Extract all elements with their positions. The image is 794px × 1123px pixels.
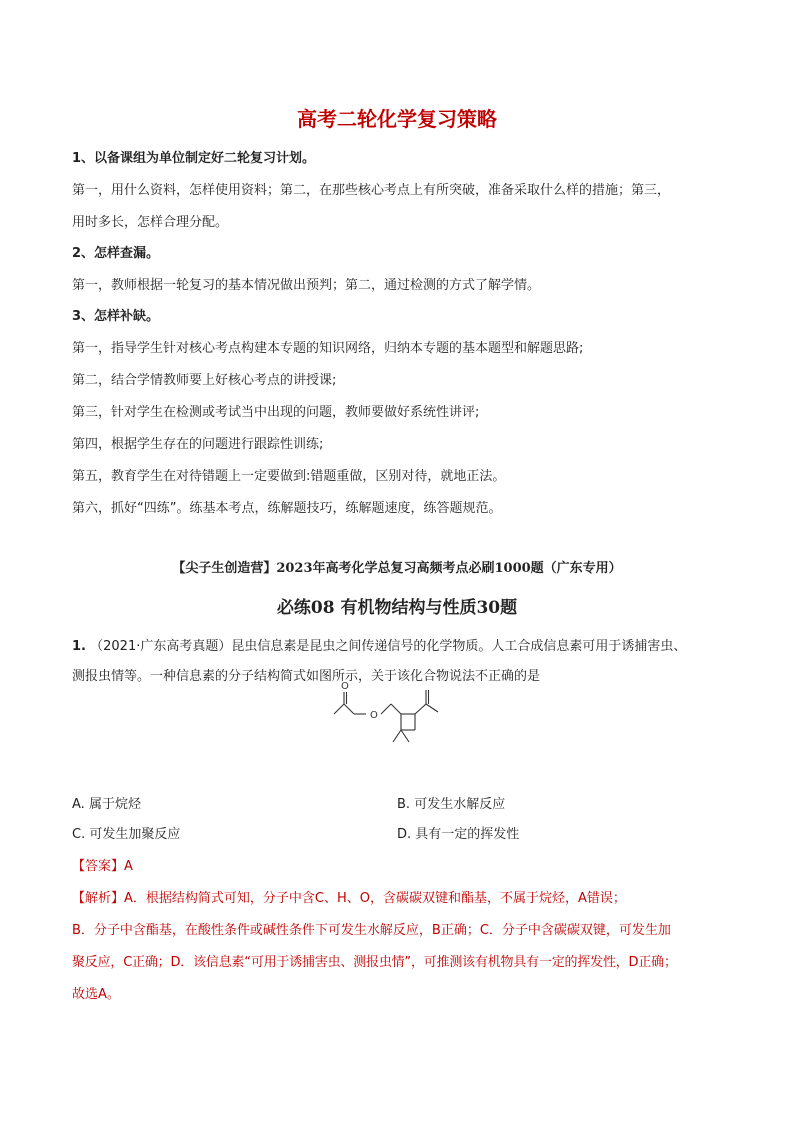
molecular-structure [330, 680, 460, 750]
question-stem-line-2: 测报虫情等。一种信息素的分子结构简式如图所示，关于该化合物说法不正确的是 [72, 669, 541, 684]
option-a [72, 793, 141, 812]
section-3-line-1: 第一，指导学生针对核心考点构建本专题的知识网络，归纳本专题的基本题型和解题思路; [72, 341, 584, 356]
section-3-line-3: 第三，针对学生在检测或考试当中出现的问题，教师要做好系统性讲评; [72, 405, 480, 420]
exam-banner: 【尖子生创造营】2023年高考化学总复习高频考点必刷1000题（广东专用） [172, 561, 622, 576]
option-a-letter: A. [72, 797, 85, 812]
section-1-line-2: 用时多长，怎样合理分配。 [72, 215, 229, 230]
answer-line [72, 855, 133, 874]
analysis-line-1 [72, 887, 626, 906]
section-3-line-2: 第二，结合学情教师要上好核心考点的讲授课; [72, 373, 337, 388]
option-a-text: 属于烷烃 [88, 797, 141, 812]
document-title: 高考二轮化学复习策略 [297, 107, 497, 131]
analysis-label: 【解析】 [72, 891, 125, 906]
answer-value: A [124, 859, 133, 874]
analysis-line-3: 聚反应，C正确；D．该信息素“可用于诱捕害虫、测报虫情”，可推测该有机物具有一定的挥发性，D正确； [72, 955, 677, 970]
option-b-text: 可发生水解反应 [414, 797, 506, 812]
section-1-line-1: 第一，用什么资料，怎样使用资料；第二，在那些核心考点上有所突破，准备采取什么样的措施；第三， [72, 183, 671, 198]
exam-title: 必练08 有机物结构与性质30题 [276, 598, 518, 618]
section-3-line-6: 第六，抓好“四练”。练基本考点，练解题技巧，练解题速度，练答题规范。 [72, 501, 502, 516]
section-1-heading: 1、以备课组为单位制定好二轮复习计划。 [72, 151, 316, 166]
section-3-heading: 3、怎样补缺。 [72, 309, 160, 324]
option-d [397, 823, 519, 842]
question-1-line-1 [72, 635, 686, 654]
section-3-line-4: 第四，根据学生存在的问题进行跟踪性训练; [72, 437, 324, 452]
carbonyl-oxygen-label: O [341, 681, 349, 692]
analysis-text-1: A．根据结构简式可知，分子中含C、H、O，含碳碳双键和酯基，不属于烷烃，A错误； [124, 891, 626, 906]
analysis-line-4: 故选A。 [72, 987, 120, 1002]
section-2-line-1: 第一，教师根据一轮复习的基本情况做出预判；第二，通过检测的方式了解学情。 [72, 278, 541, 293]
ester-oxygen-label: O [370, 710, 378, 721]
question-number: 1. [72, 639, 86, 654]
option-d-text: 具有一定的挥发性 [415, 827, 520, 842]
section-2-heading: 2、怎样查漏。 [72, 246, 160, 261]
option-c-letter: C. [72, 827, 86, 842]
analysis-line-2: B．分子中含酯基，在酸性条件或碱性条件下可发生水解反应，B正确；C．分子中含碳碳双键，可发生加 [72, 923, 671, 938]
option-b-letter: B. [397, 797, 411, 812]
option-c-text: 可发生加聚反应 [89, 827, 181, 842]
option-b [397, 793, 505, 812]
option-c [72, 823, 180, 842]
question-stem-line-1: （2021·广东高考真题）昆虫信息素是昆虫之间传递信号的化学物质。人工合成信息素可用于诱捕害虫、 [90, 639, 687, 654]
option-d-letter: D. [397, 827, 412, 842]
answer-label: 【答案】 [72, 859, 125, 874]
section-3-line-5: 第五，教育学生在对待错题上一定要做到:错题重做，区别对待，就地正法。 [72, 469, 506, 484]
